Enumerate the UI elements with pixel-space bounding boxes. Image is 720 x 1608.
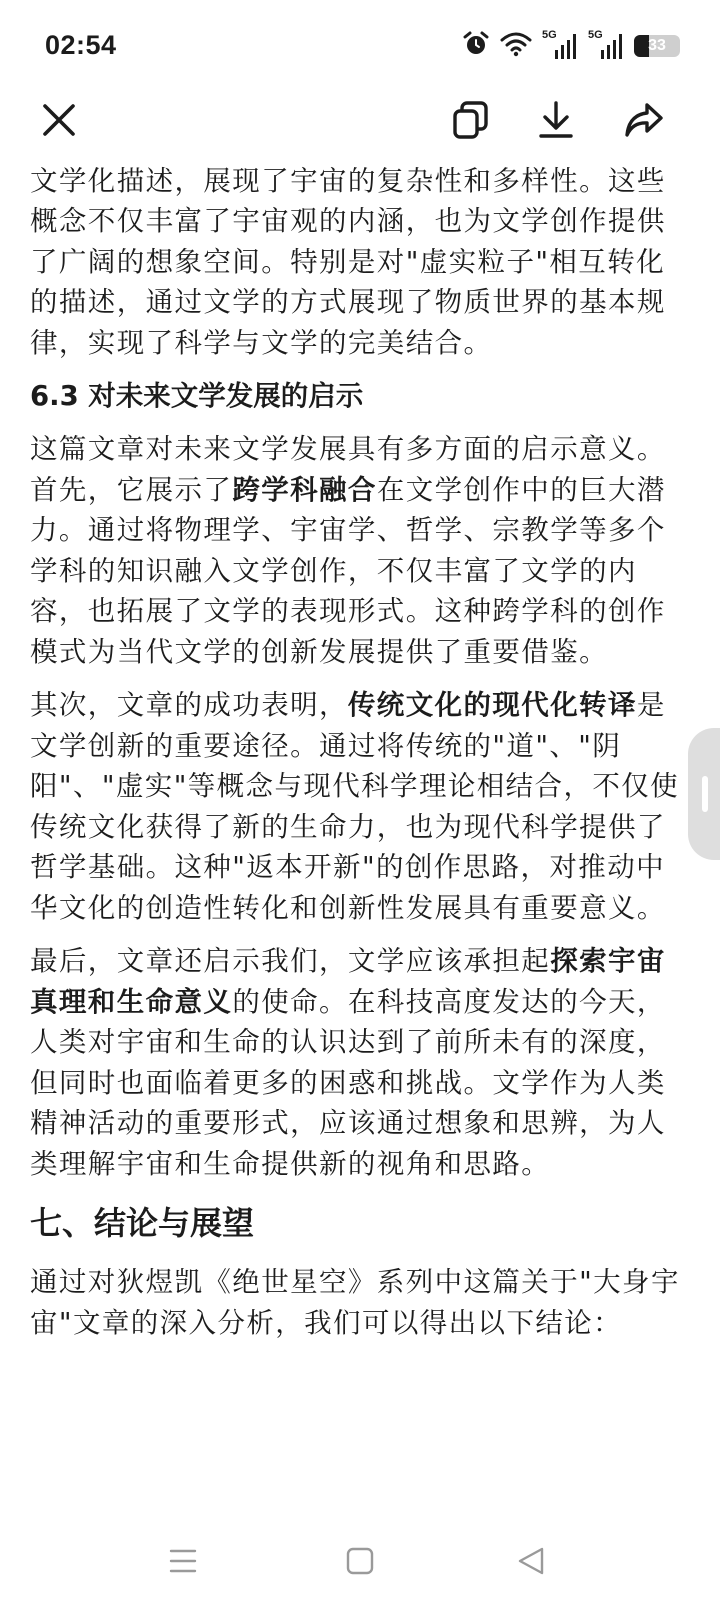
paragraph-3: 其次，文章的成功表明，传统文化的现代化转译是文学创新的重要途径。通过将传统的"道"、"阴阳"、"虚实"等概念与现代科学理论相结合，不仅使传统文化获得了新的生命力，也为现代科学提供了哲学基础。这种"返本开新"的创作思路，对推动中华文化的创造性转化和创新性发展具有重要意义。 [30,689,680,924]
back-button[interactable] [512,1543,552,1579]
menu-icon [163,1543,203,1579]
bold-phrase: 跨学科融合 [232,473,377,506]
navigation-bar [0,1515,720,1608]
scroll-handle[interactable] [688,728,720,860]
signal-5g-icon: 5G [588,31,624,61]
copy-icon [451,100,491,140]
status-bar [0,0,720,92]
alarm-icon [462,30,490,62]
bold-phrase: 传统文化的现代化转译 [347,689,637,721]
article-content [30,120,690,1485]
section-heading-6-3: 6.3 对未来文学发展的启示 [30,380,364,412]
paragraph-2: 这篇文章对未来文学发展具有多方面的启示意义。首先，它展示了跨学科融合在文学创作中的巨大潜力。通过将物理学、宇宙学、哲学、宗教学等多个学科的知识融入文学创作，不仅丰富了文学的内容，也拓展了文学的表现形式。这种跨学科的创作模式为当代文学的创新发展提供了重要借鉴。 [30,433,666,668]
share-button[interactable] [616,92,672,148]
menu-button[interactable] [163,1543,203,1579]
back-icon [512,1543,552,1579]
paragraph-5: 通过对狄煜凯《绝世星空》系列中这篇关于"大身宇宙"文章的深入分析，我们可以得出以下结论： [30,1266,680,1339]
share-icon [623,100,665,140]
download-icon [536,100,576,140]
paragraph-4: 最后，文章还启示我们，文学应该承担起探索宇宙真理和生命意义的使命。在科技高度发达的今天，人类对宇宙和生命的认识达到了前所未有的深度，但同时也面临着更多的困惑和挑战。文学作为人类精神活动的重要形式，应该通过想象和思辨，为人类理解宇宙和生命提供新的视角和思路。 [30,945,666,1180]
status-time: 02:54 [45,30,117,60]
copy-button[interactable] [443,92,499,148]
bold-phrase: 探索宇宙真理和生命意义 [30,945,666,1018]
battery-icon: 33 [634,35,680,57]
home-button[interactable] [340,1543,380,1579]
status-icons [462,30,680,62]
scroll-grip [702,776,708,812]
top-toolbar [0,92,720,152]
home-icon [340,1543,380,1579]
close-icon [41,102,77,138]
paragraph-1: 文学化描述，展现了宇宙的复杂性和多样性。这些概念不仅丰富了宇宙观的内涵，也为文学创作提供了广阔的想象空间。特别是对"虚实粒子"相互转化的描述，通过文学的方式展现了物质世界的基本规律，实现了科学与文学的完美结合。 [30,164,666,359]
wifi-icon [500,31,532,61]
close-button[interactable] [31,92,87,148]
download-button[interactable] [528,92,584,148]
signal-5g-icon: 5G [542,31,578,61]
section-heading-7: 七、结论与展望 [30,1204,255,1242]
